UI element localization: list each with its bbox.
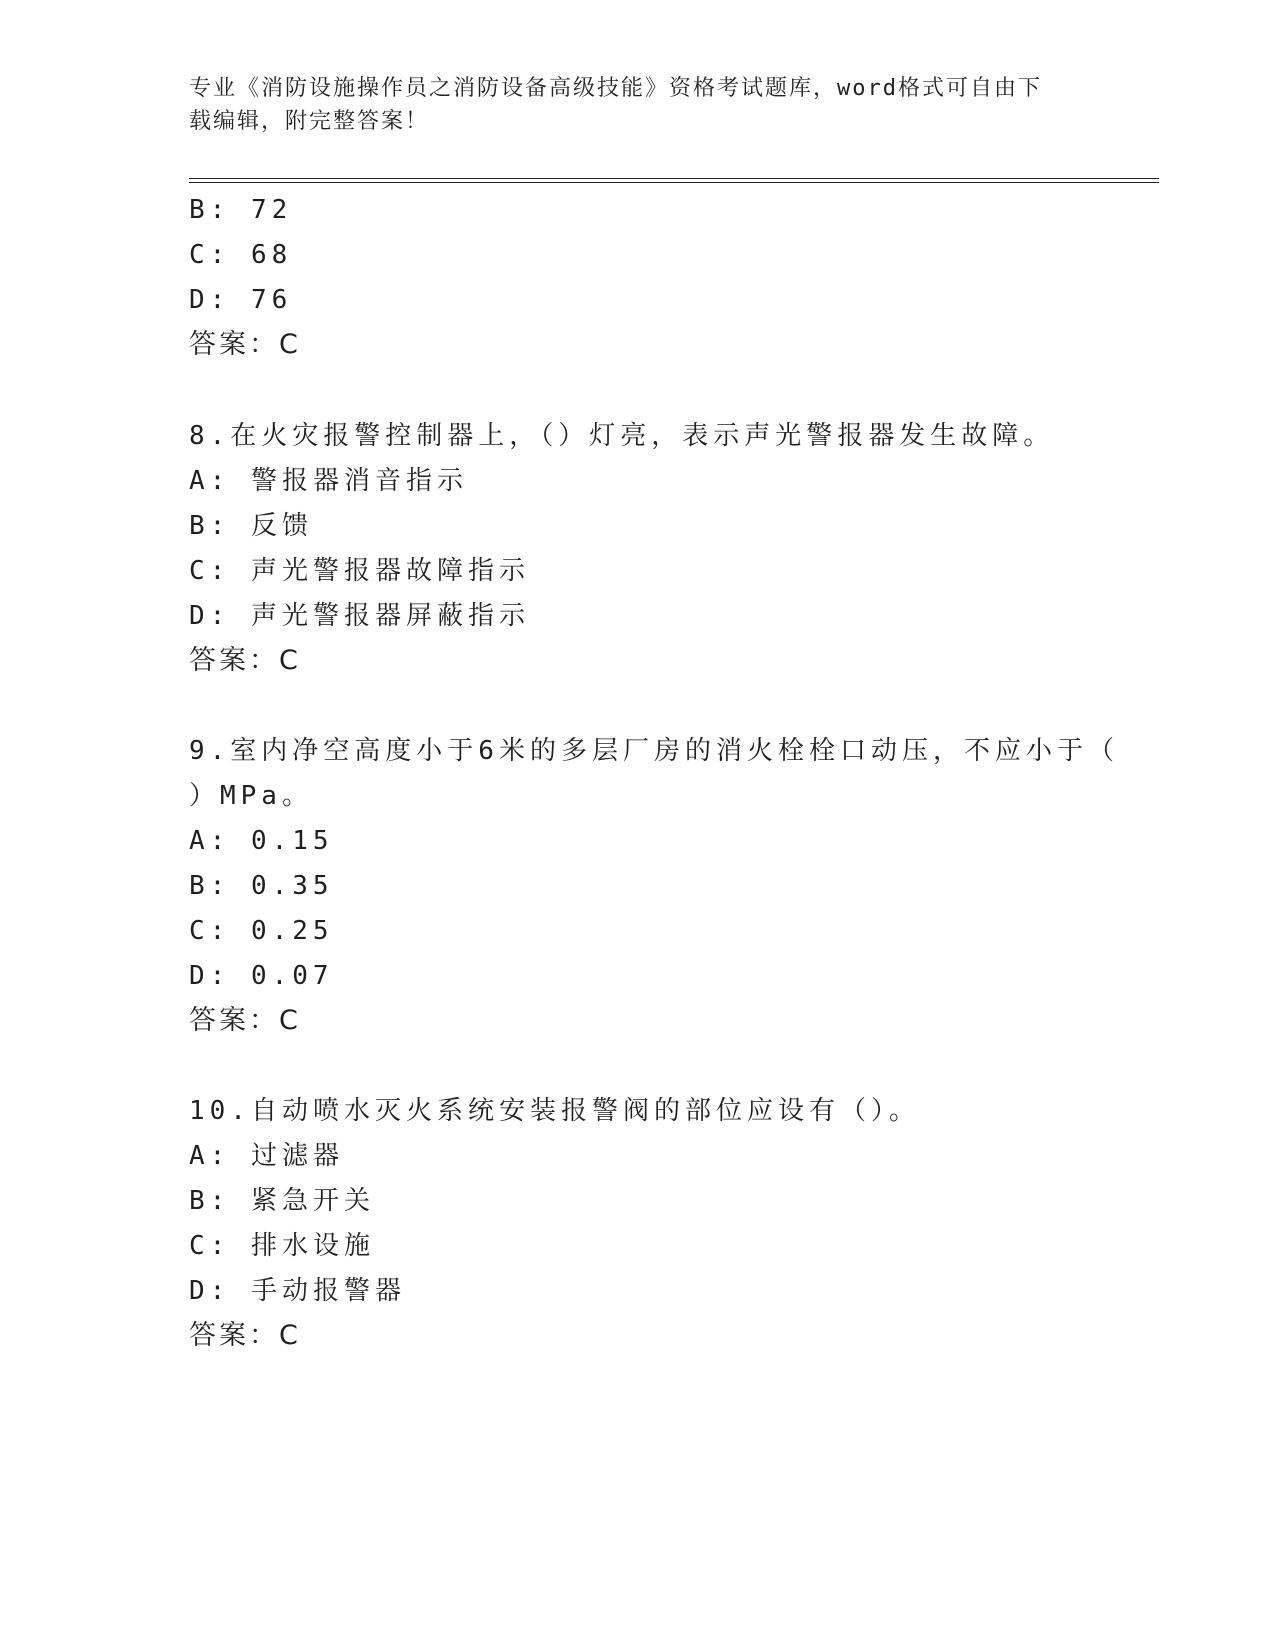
q7-option-c: C: 68 [189, 240, 293, 270]
q8-answer: 答案：C [189, 645, 301, 676]
q9-answer: 答案：C [189, 1005, 301, 1036]
header-line-2: 载编辑，附完整答案！ [189, 109, 430, 134]
q9-option-d: D: 0.07 [189, 961, 334, 991]
q9-stem-line-2: ）MPa。 [189, 781, 313, 811]
q10-answer: 答案：C [189, 1320, 301, 1351]
header-divider [189, 178, 1159, 183]
q9-option-b: B: 0.35 [189, 871, 334, 901]
q8-option-d: D: 声光警报器屏蔽指示 [189, 601, 530, 631]
q10-stem: 10.自动喷水灭火系统安装报警阀的部位应设有（）。 [189, 1096, 920, 1126]
q8-option-a: A: 警报器消音指示 [189, 466, 468, 496]
q10-option-a: A: 过滤器 [189, 1141, 344, 1171]
q8-option-b: B: 反馈 [189, 511, 313, 541]
header-line-1: 专业《消防设施操作员之消防设备高级技能》资格考试题库，word格式可自由下 [189, 76, 1042, 101]
q9-option-c: C: 0.25 [189, 916, 334, 946]
q10-option-c: C: 排水设施 [189, 1231, 375, 1261]
q7-option-d: D: 76 [189, 285, 293, 315]
q10-option-d: D: 手动报警器 [189, 1276, 406, 1306]
q7-answer: 答案：C [189, 329, 301, 360]
q9-stem-line-1: 9.室内净空高度小于6米的多层厂房的消火栓栓口动压，不应小于（ [189, 736, 1119, 766]
q10-option-b: B: 紧急开关 [189, 1186, 375, 1216]
q9-option-a: A: 0.15 [189, 826, 334, 856]
q8-stem: 8.在火灾报警控制器上，（）灯亮，表示声光警报器发生故障。 [189, 421, 1055, 451]
q8-option-c: C: 声光警报器故障指示 [189, 556, 530, 586]
q7-option-b: B: 72 [189, 195, 293, 225]
document-header [189, 72, 1069, 138]
